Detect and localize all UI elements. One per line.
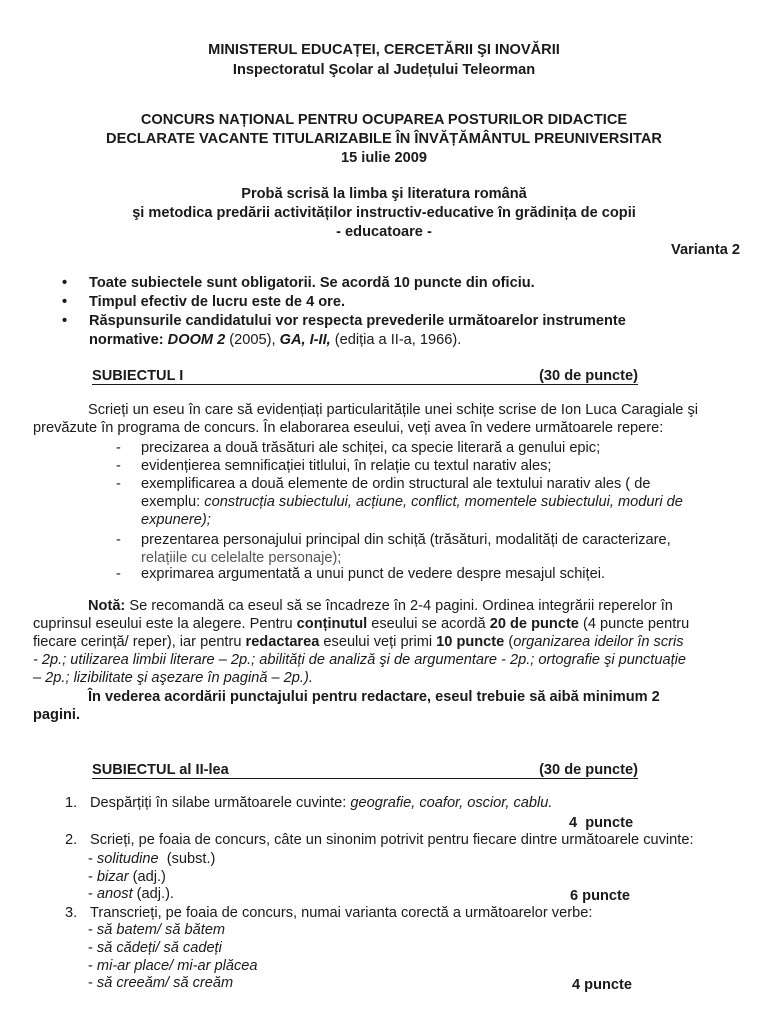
- ministry-name: MINISTERUL EDUCAȚEI, CERCETĂRII ŞI INOVĂRII: [208, 42, 560, 58]
- instruction-item-continuation: normative: DOOM 2 (2005), GA, I-II, (ediția a II-a, 1966).: [89, 332, 462, 348]
- instruction-item: Toate subiectele sunt obligatorii. Se acordă 10 puncte din oficiu.: [89, 275, 535, 291]
- exam-subject-line2: şi metodica predării activităților instructiv-educative în grădinița de copii: [132, 205, 636, 221]
- requirement-item: prezentarea personajului principal din schiță (trăsături, modalități de caracterizare,: [141, 532, 671, 548]
- bullet-icon: •: [62, 275, 68, 291]
- requirement-item: precizarea a două trăsături ale schiței, ca specie literară a genului epic;: [141, 440, 601, 456]
- question-number: 1.: [65, 795, 78, 811]
- variant-label: Varianta 2: [671, 242, 740, 258]
- inspectorate-name: Inspectoratul Şcolar al Județului Teleorman: [232, 62, 536, 78]
- subject1-title: SUBIECTUL I: [92, 368, 184, 384]
- requirement-item: evidențierea semnificației titlului, în relație cu textul narativ ales;: [141, 458, 552, 474]
- dash-bullet: -: [116, 440, 121, 456]
- dash-bullet: -: [116, 476, 121, 492]
- requirement-item-continuation: relațiile cu celelalte personaje);: [141, 550, 342, 566]
- list-item: - solitudine (subst.): [88, 851, 216, 867]
- question-score: 6 puncte: [570, 888, 631, 904]
- list-item: - să batem/ să bătem: [88, 922, 226, 938]
- requirement-item-continuation: exemplu: construcția subiectului, acțiune, conflict, momentele subiectului, moduri de: [141, 494, 683, 510]
- subject1-points: (30 de puncte): [539, 368, 638, 384]
- subject2-title: SUBIECTUL al II-lea: [92, 762, 229, 778]
- exam-date: 15 iulie 2009: [340, 150, 427, 166]
- requirement-item-continuation: expunere);: [141, 512, 211, 528]
- bullet-icon: •: [62, 294, 68, 310]
- bullet-icon: •: [62, 313, 68, 329]
- subject1-heading: [92, 364, 638, 385]
- exam-subject-line3: - educatoare -: [336, 224, 432, 240]
- question-number: 2.: [65, 832, 78, 848]
- instruction-item: Răspunsurile candidatului vor respecta prevederile următoarelor instrumente: [89, 313, 626, 329]
- list-item: - anost (adj.).: [88, 886, 174, 902]
- dash-bullet: -: [116, 458, 121, 474]
- dash-bullet: -: [116, 566, 121, 582]
- requirement-item: exprimarea argumentată a unui punct de vedere despre mesajul schiței.: [141, 566, 606, 582]
- exam-subject-line1: Probă scrisă la limba şi literatura română: [241, 186, 527, 202]
- list-item: - să cădeți/ să cadeți: [88, 940, 222, 956]
- subject2-heading: [92, 758, 638, 779]
- list-item: - bizar (adj.): [88, 869, 166, 885]
- subject2-points: (30 de puncte): [539, 762, 638, 778]
- dash-bullet: -: [116, 532, 121, 548]
- subject1-intro-line2: prevăzute în programa de concurs. În elaborarea eseului, veți avea în vedere următoarele repere:: [33, 420, 664, 436]
- note-label: Notă:: [88, 598, 126, 614]
- question-score: 4 puncte: [572, 977, 633, 993]
- list-item: - mi-ar place/ mi-ar plăcea: [88, 958, 258, 974]
- redaction-requirement: În vederea acordării punctajului pentru redactare, eseul trebuie să aibă minimum 2: [88, 689, 660, 705]
- question-number: 3.: [65, 905, 78, 921]
- instruction-item: Timpul efectiv de lucru este de 4 ore.: [89, 294, 346, 310]
- contest-title-line1: CONCURS NAȚIONAL PENTRU OCUPAREA POSTURILOR DIDACTICE: [140, 112, 628, 128]
- list-item: - să creeăm/ să creăm: [88, 975, 234, 991]
- subject1-intro-line1: Scrieți un eseu în care să evidențiați particularitățile unei schițe scrise de Ion Luca Caragiale şi: [88, 402, 699, 418]
- requirement-item: exemplificarea a două elemente de ordin structural ale textului narativ ales ( de: [141, 476, 651, 492]
- contest-title-line2: DECLARATE VACANTE TITULARIZABILE ÎN ÎNVĂȚĂMÂNTUL PREUNIVERSITAR: [106, 131, 662, 147]
- question-score: 4 puncte: [569, 815, 634, 831]
